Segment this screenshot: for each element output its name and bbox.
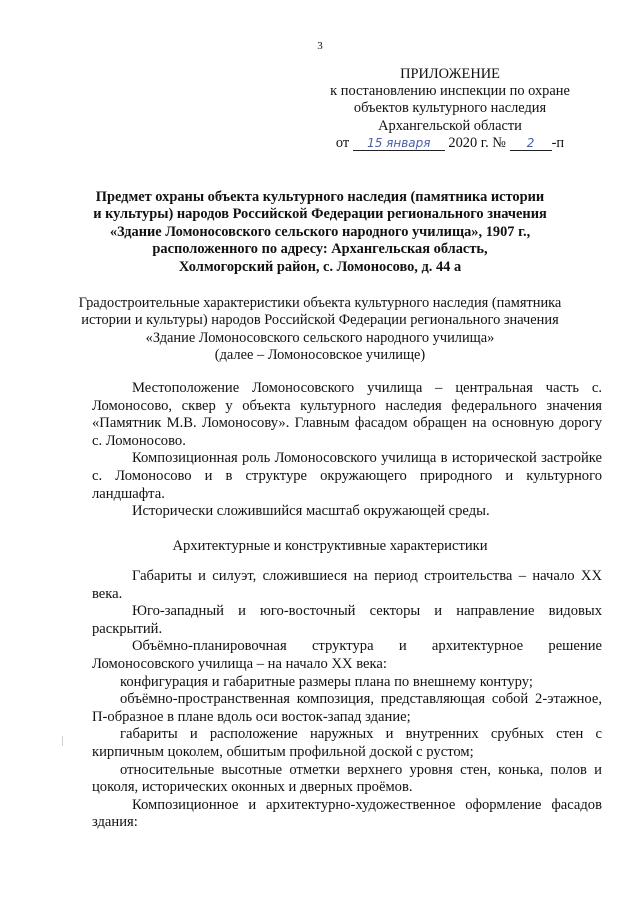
paragraph: Габариты и силуэт, сложившиеся на период строительства – начало XX века. [92, 568, 602, 602]
title-line: расположенного по адресу: Архангельская область, [152, 241, 488, 258]
paragraph: Юго-западный и юго-восточный секторы и направление видовых раскрытий. [92, 603, 602, 637]
decree-date-line [300, 135, 600, 152]
handwritten-date: 15 января [353, 136, 445, 151]
urban-characteristics [92, 380, 602, 521]
appendix-heading: ПРИЛОЖЕНИЕ [400, 66, 500, 82]
appendix-line: к постановлению инспекции по охране [330, 83, 570, 100]
paragraph: Объёмно-планировочная структура и архитектурное решение Ломоносовского училища – на начало XX века: [92, 638, 602, 672]
page-number: 3 [317, 40, 323, 52]
list-item: конфигурация и габаритные размеры плана по внешнему контуру; [120, 673, 533, 690]
subtitle-line: Градостроительные характеристики объекта культурного наследия (памятника [78, 295, 562, 311]
decree-year: 2020 г. № [448, 134, 506, 151]
paragraph: Исторически сложившийся масштаб окружающей среды. [132, 503, 490, 520]
paragraph: Композиционное и архитектурно-художественное оформление фасадов здания: [92, 796, 602, 831]
subtitle-line: истории и культуры) народов Российской Федерации регионального значения [81, 312, 559, 329]
list-item: объёмно-пространственная композиция, представляющая собой 2-этажное, П-образное в плане вдоль оси восток-запад здание; [92, 691, 602, 725]
title-line: и культуры) народов Российской Федерации регионального значения [93, 206, 547, 223]
subtitle-line: «Здание Ломоносовского сельского народного училища» [145, 329, 495, 346]
date-prefix: от [335, 134, 350, 151]
appendix-line: объектов культурного наследия [353, 100, 547, 117]
appendix-block [300, 66, 600, 152]
document-title [82, 189, 558, 276]
margin-mark [62, 736, 63, 746]
subtitle-line: (далее – Ломоносовское училище) [214, 347, 426, 364]
paragraph: Местоположение Ломоносовского училища – центральная часть с. Ломоносово, сквер у объекта культурного наследия федерального значения «Памятник М.В. Ломоносову». Главным фасадом обращен на основную дорогу с. Ломоносово. [92, 380, 602, 449]
section-heading-urban [75, 295, 565, 365]
title-line: Холмогорский район, с. Ломоносово, д. 44 а [178, 258, 462, 275]
list-item: габариты и расположение наружных и внутренних срубных стен с кирпичным цоколем, обшитым профильной доской с рустом; [92, 726, 602, 760]
paragraph: Композиционная роль Ломоносовского училища в исторической застройке с. Ломоносово и в структуре окружающего природного и культурного ландшафта. [92, 450, 602, 502]
handwritten-number: 2 [510, 136, 552, 151]
number-suffix: -п [551, 134, 565, 151]
list-item: относительные высотные отметки верхнего уровня стен, конька, полов и цоколя, исторических оконных и дверных проёмов. [92, 761, 602, 796]
section-heading-architecture: Архитектурные и конструктивные характеристики [172, 538, 488, 554]
title-line: Предмет охраны объекта культурного наследия (памятника истории [95, 189, 545, 205]
appendix-line: Архангельской области [378, 117, 522, 134]
architecture-characteristics [92, 568, 602, 832]
title-line: «Здание Ломоносовского сельского народного училища», 1907 г., [109, 223, 531, 240]
